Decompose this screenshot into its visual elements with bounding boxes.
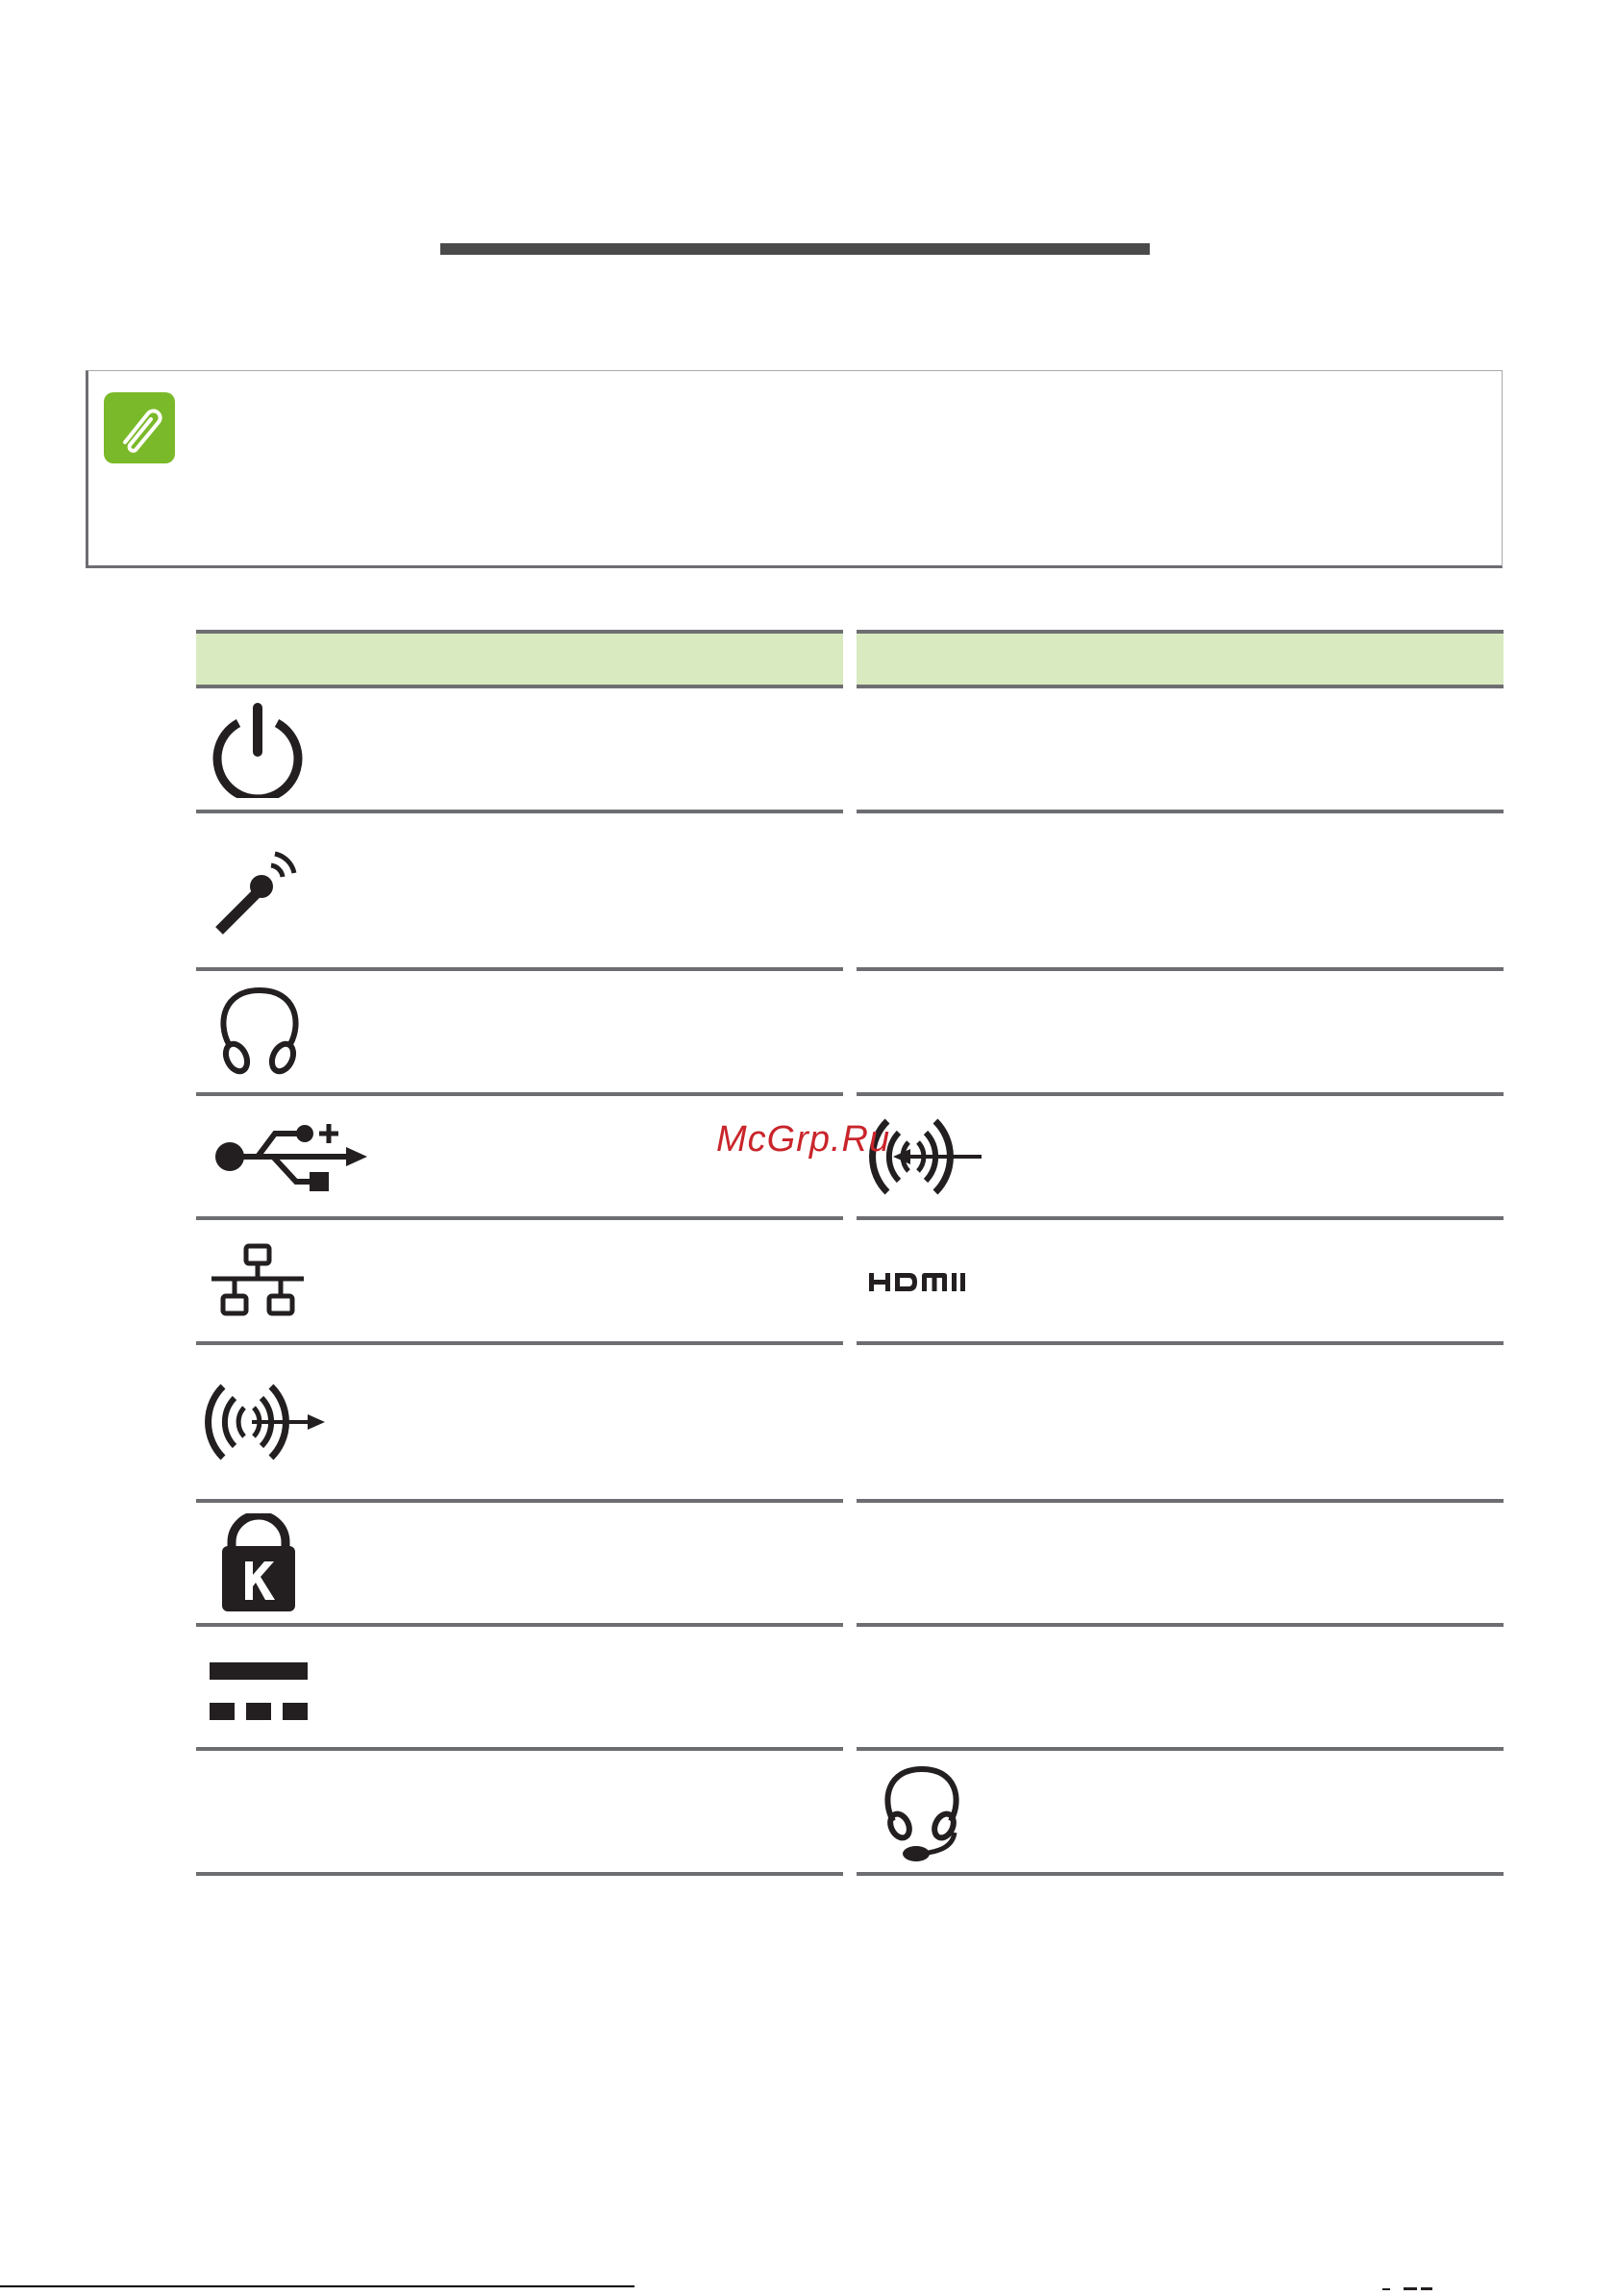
watermark: McGrp.Ru [716, 1119, 891, 1160]
kensington-lock-icon [220, 1513, 297, 1613]
row-divider [196, 1499, 843, 1503]
row-divider [196, 810, 843, 813]
headset-icon [880, 1765, 968, 1865]
row-divider [857, 1499, 1504, 1503]
row-divider [857, 1872, 1504, 1876]
row-divider [857, 1092, 1504, 1096]
row-divider [196, 1092, 843, 1096]
footer-rule [0, 2285, 634, 2287]
row-divider [857, 967, 1504, 971]
power-icon [210, 702, 306, 798]
footer-mark [1382, 2279, 1450, 2283]
headphones-icon [213, 985, 306, 1077]
paperclip-icon [104, 392, 175, 463]
row-divider [857, 1341, 1504, 1345]
hdmi-icon [869, 1272, 971, 1293]
row-divider [857, 1747, 1504, 1751]
note-box [86, 370, 1503, 568]
dc-in-icon [210, 1662, 308, 1722]
table-header-left [196, 630, 843, 688]
network-icon [210, 1242, 306, 1319]
row-divider [196, 1747, 843, 1751]
audio-line-out-icon [204, 1381, 325, 1463]
row-divider [196, 1216, 843, 1220]
microphone-icon [211, 842, 308, 938]
row-divider [857, 1216, 1504, 1220]
usb-icon [213, 1120, 367, 1192]
row-divider [196, 1623, 843, 1627]
row-divider [857, 810, 1504, 813]
row-divider [196, 1872, 843, 1876]
table-header-right [857, 630, 1504, 688]
title-rule [440, 243, 1150, 255]
row-divider [196, 967, 843, 971]
row-divider [857, 1623, 1504, 1627]
row-divider [196, 1341, 843, 1345]
